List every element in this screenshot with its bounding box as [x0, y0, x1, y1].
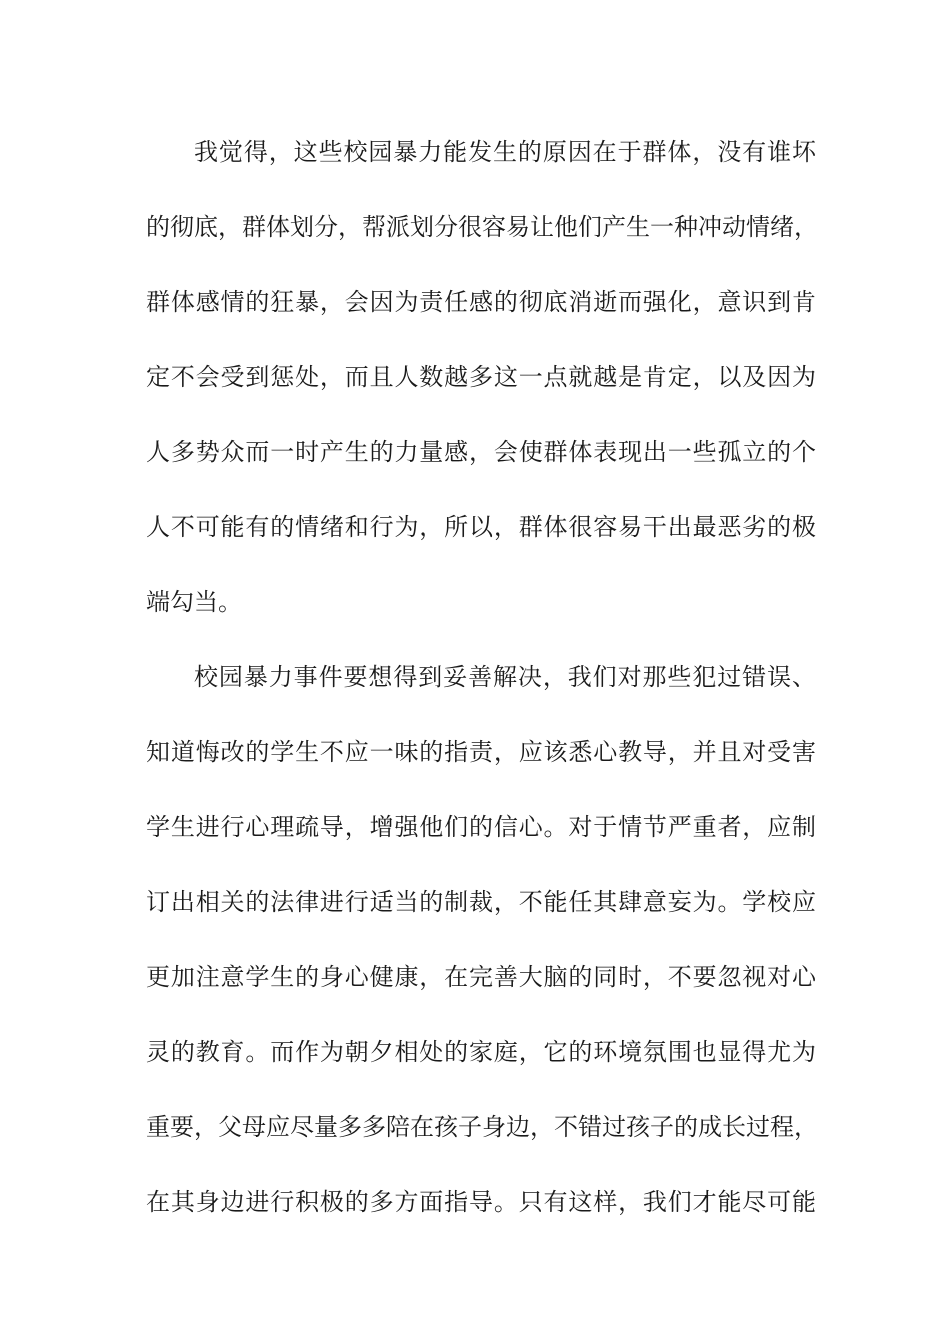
paragraph-2-line-8: 在其身边进行积极的多方面指导。只有这样，我们才能尽可能 [146, 1188, 816, 1216]
paragraph-2-line-4: 订出相关的法律进行适当的制裁，不能任其肆意妄为。学校应 [146, 888, 816, 916]
paragraph-2-line-6: 灵的教育。而作为朝夕相处的家庭，它的环境氛围也显得尤为 [146, 1038, 816, 1066]
paragraph-2-line-2: 知道悔改的学生不应一味的指责，应该悉心教导，并且对受害 [146, 738, 816, 766]
paragraph-2-line-1: 校园暴力事件要想得到妥善解决，我们对那些犯过错误、 [194, 663, 816, 691]
paragraph-1-line-1: 我觉得，这些校园暴力能发生的原因在于群体，没有谁坏 [194, 138, 816, 166]
paragraph-1-line-6: 人不可能有的情绪和行为，所以，群体很容易干出最恶劣的极 [146, 513, 816, 541]
paragraph-1-line-2: 的彻底，群体划分，帮派划分很容易让他们产生一种冲动情绪， [146, 213, 818, 241]
paragraph-1-line-5: 人多势众而一时产生的力量感，会使群体表现出一些孤立的个 [146, 438, 816, 466]
paragraph-2-line-3: 学生进行心理疏导，增强他们的信心。对于情节严重者，应制 [146, 813, 816, 841]
paragraph-1-line-7: 端勾当。 [146, 588, 242, 616]
paragraph-1-line-4: 定不会受到惩处，而且人数越多这一点就越是肯定，以及因为 [146, 363, 816, 391]
paragraph-2-line-5: 更加注意学生的身心健康，在完善大脑的同时，不要忽视对心 [146, 963, 816, 991]
paragraph-1-line-3: 群体感情的狂暴，会因为责任感的彻底消逝而强化，意识到肯 [146, 288, 816, 316]
paragraph-2-line-7: 重要，父母应尽量多多陪在孩子身边，不错过孩子的成长过程， [146, 1113, 818, 1141]
